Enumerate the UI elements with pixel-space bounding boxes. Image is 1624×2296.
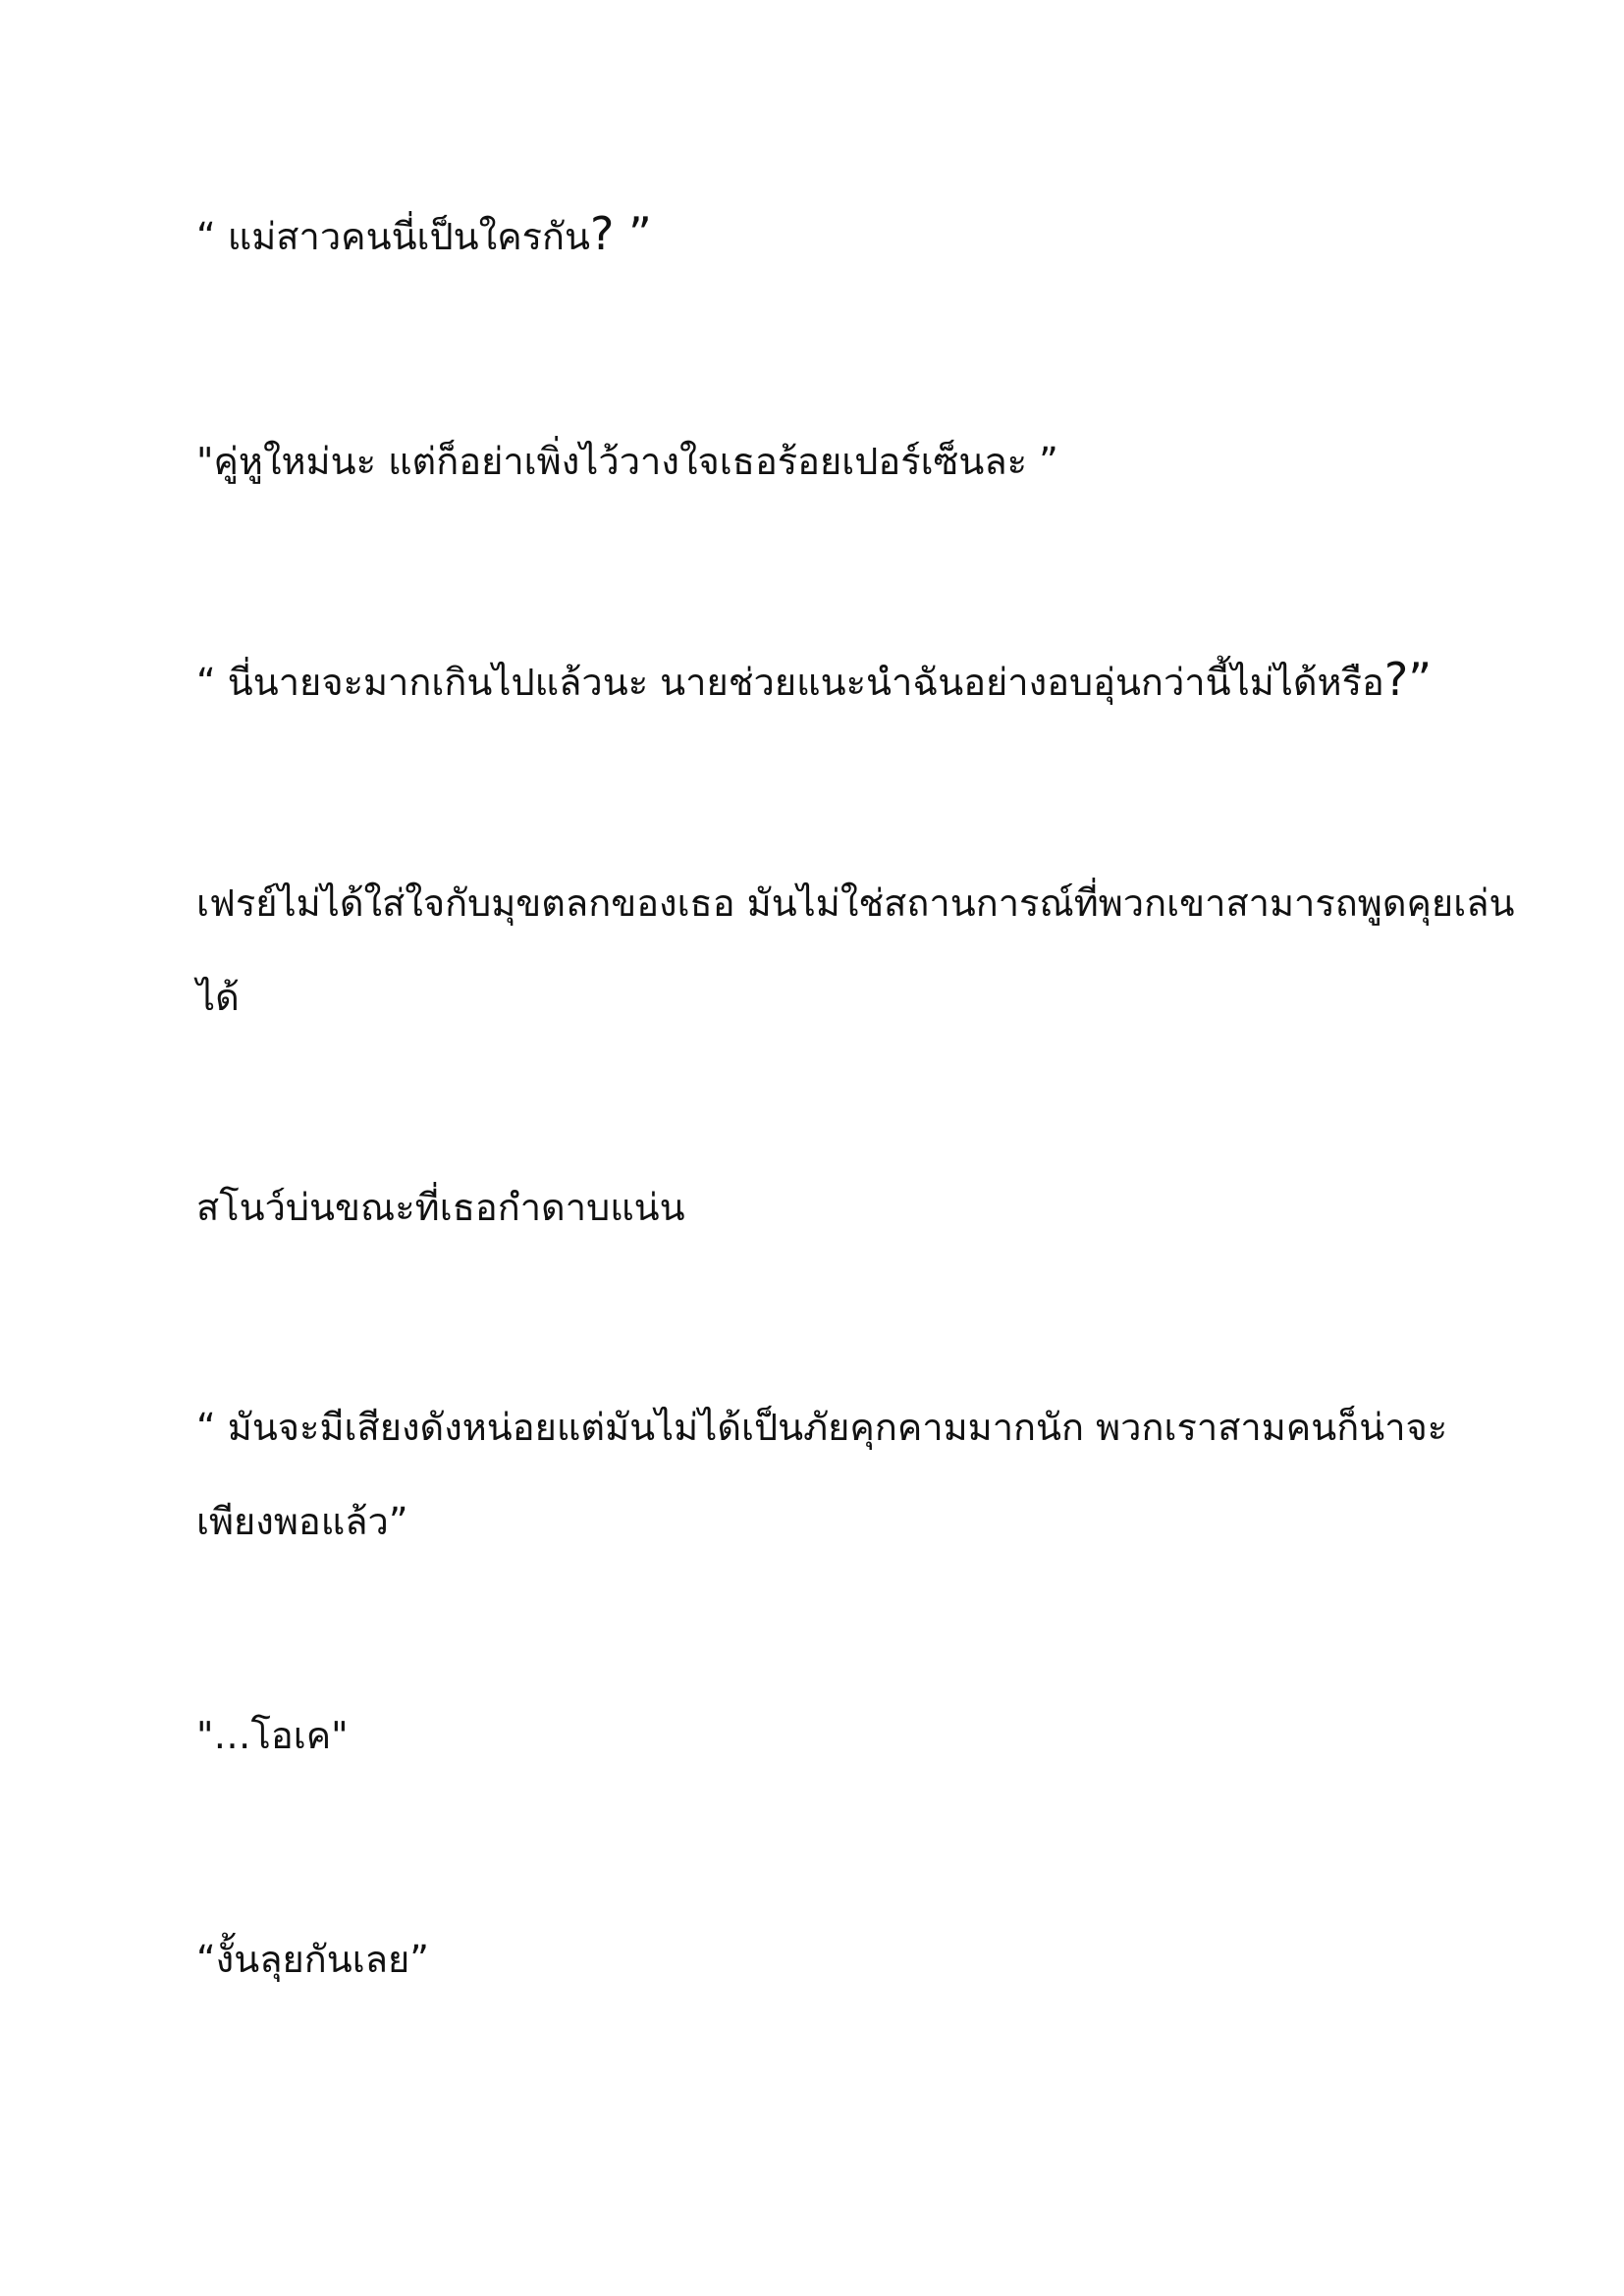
paragraph-4-text: เฟรย์ไม่ได้ใส่ใจกับมุขตลกของเธอ มันไม่ใช่สถานการณ์ที่พวกเขาสามารถพูดคุยเล่น [196, 881, 1515, 925]
paragraph-3-punctuation: ?” [1383, 653, 1433, 706]
paragraph-6-line-2 [196, 1498, 1434, 1545]
paragraph-4-line-2 [196, 974, 1434, 1021]
paragraph-6-line-1 [196, 1404, 1448, 1451]
paragraph-3-text: “ นี่นายจะมากเกินไปแล้วนะ นายช่วยแนะนำฉันอย่างอบอุ่นกว่านี้ไม่ได้หรือ [196, 661, 1384, 704]
paragraph-1 [196, 207, 1434, 260]
paragraph-2-text: "คู่หูใหม่นะ แต่ก็อย่าเพิ่งไว้วางใจเธอร้อยเปอร์เซ็นละ ” [196, 440, 1058, 483]
paragraph-7 [196, 1712, 1434, 1759]
paragraph-8-text: “งั้นลุยกันเลย” [196, 1938, 429, 1981]
paragraph-1-punctuation: ? ” [590, 207, 652, 260]
paragraph-5-text: สโนว์บ่นขณะที่เธอกำดาบแน่น [196, 1186, 685, 1229]
paragraph-4-continuation: ได้ [196, 976, 240, 1019]
paragraph-7-text: "…โอเค" [196, 1714, 349, 1757]
paragraph-8 [196, 1936, 1434, 1983]
paragraph-3 [196, 653, 1434, 706]
paragraph-5 [196, 1184, 1434, 1231]
paragraph-4-line-1 [196, 880, 1515, 927]
paragraph-1-text: “ แม่สาวคนนี่เป็นใครกัน [196, 215, 591, 258]
paragraph-6-continuation: เพียงพอแล้ว” [196, 1500, 408, 1543]
paragraph-6-text: “ มันจะมีเสียงดังหน่อยแต่มันไม่ได้เป็นภัยคุกคามมากนัก พวกเราสามคนก็น่าจะ [196, 1406, 1448, 1449]
paragraph-2 [196, 438, 1434, 485]
